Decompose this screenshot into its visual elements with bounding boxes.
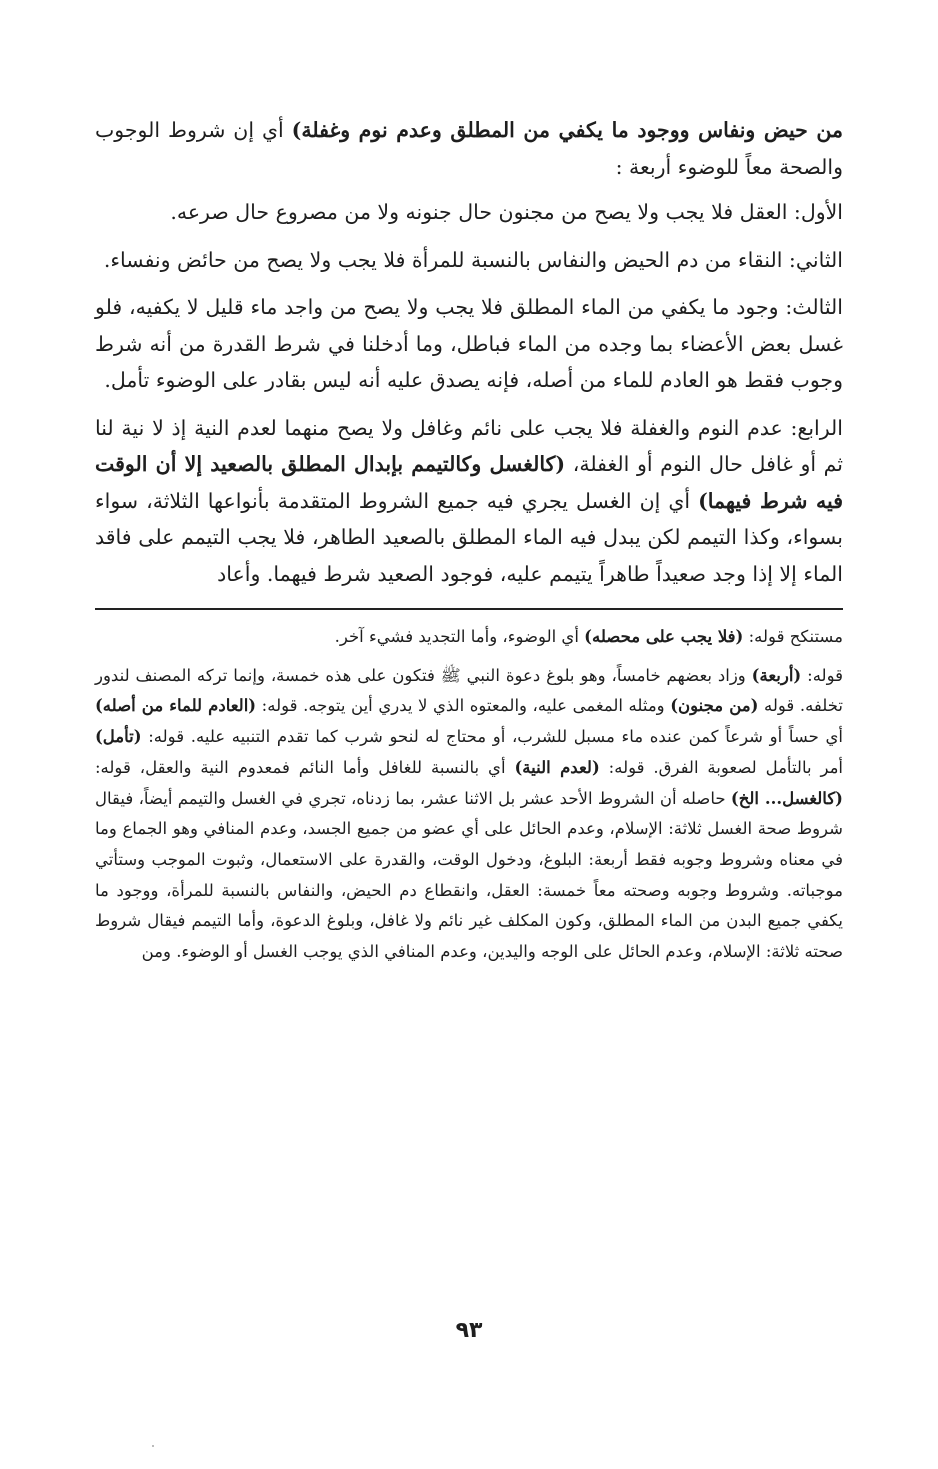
- page-number: ٩٣: [455, 1318, 483, 1343]
- main-text: [95, 112, 843, 592]
- paragraph-intro: [95, 112, 843, 185]
- paragraph-second-condition: الثاني: النقاء من دم الحيض والنفاس بالنسبة للمرأة فلا يجب ولا يصح من حائض ونفساء.: [103, 247, 843, 272]
- matn-text: من حيض ونفاس ووجود ما يكفي من المطلق وعدم نوم وغفلة): [291, 118, 843, 142]
- note-quote: (لعدم النية): [514, 757, 600, 777]
- note-text: أي بالنسبة للغافل وأما النائم فمعدوم النية والعقل، قوله:: [95, 757, 515, 777]
- paragraph-third-condition: الثالث: وجود ما يكفي من الماء المطلق فلا يجب ولا يصح من واجد ماء قليل لا يكفيه، فلو غسل بعض الأعضاء بما وجده من الماء فباطل، وما أدخلنا في شرط القدرة من أنه شرط وجوب فقط هو العادم للماء من أصله، فإنه يصدق عليه أنه ليس بقادر على الوضوء تأمل.: [95, 295, 843, 392]
- sharh-text: أي إن شروط الوجوب والصحة معاً للوضوء أربعة :: [95, 118, 843, 179]
- note-quote: (كالغسل... الخ): [730, 788, 843, 808]
- paragraph-first-condition: الأول: العقل فلا يجب ولا يصح من مجنون حال جنونه ولا من مصروع حال صرعه.: [170, 200, 843, 224]
- note-quote: (فلا يجب على محصله): [584, 627, 744, 646]
- footnotes: [95, 622, 843, 968]
- note-quote: (من مجنون): [670, 696, 759, 716]
- note-quote: (تأمل): [95, 727, 142, 747]
- matn-text: (كالغسل وكالتيمم بإبدال المطلق بالصعيد إلا أن الوقت فيه شرط فيهما): [95, 452, 843, 513]
- note-text: أي حساً أو شرعاً كمن عنده ماء مسبل للشرب، أو محتاج له لنحو شرب كما تقدم التنبيه عليه. قوله:: [141, 727, 843, 747]
- note-quote: (أربعة): [751, 665, 802, 685]
- sharh-text: أي إن الغسل يجري فيه جميع الشروط المتقدمة بأنواعها الثلاثة، سواء بسواء، وكذا التيمم لكن يبدل فيه الماء المطلق بالصعيد الطاهر، فلا يجب التيمم على فاقد الماء إلا إذا وجد صعيداً طاهراً يتيمم عليه، فوجود الصعيد شرط فيهما. وأعاد: [95, 488, 843, 586]
- paragraph-fourth-condition: [95, 410, 843, 593]
- note-quote: (العادم للماء من أصله): [95, 696, 257, 716]
- footnote-paragraph: [95, 622, 843, 653]
- note-text: وزاد بعضهم خامساً، وهو بلوغ دعوة النبي ﷺ فتكون على هذه خمسة، وإنما تركه المصنف لندور تخلفه. قوله: [95, 665, 843, 716]
- footnote-paragraph: [95, 661, 843, 968]
- note-text: مستنكح قوله:: [743, 627, 843, 646]
- note-text: أي الوضوء، وأما التجديد فشيء آخر.: [334, 627, 585, 646]
- sharh-text: الرابع: عدم النوم والغفلة فلا يجب على نائم وغافل ولا يصح منهما لعدم النية إذ لا نية لنا ثم أو غافل حال النوم أو الغفلة،: [95, 415, 843, 476]
- scan-speck: [152, 1445, 154, 1447]
- note-text: قوله:: [801, 665, 843, 685]
- note-text: ومثله المغمى عليه، والمعتوه الذي لا يدري أين يتوجه. قوله:: [256, 696, 671, 716]
- note-text: حاصله أن الشروط الأحد عشر بل الاثنا عشر، بما زدناه، تجري في الغسل والتيمم أيضاً، فيقال شروط صحة الغسل ثلاثة: الإسلام، وعدم الحائل على أي عضو من جميع الجسد، وعدم المنافي وهو الجماع وما في معناه وشروط وجوبه فقط أربعة: البلوغ، ودخول الوقت، والقدرة على الاستعمال، وثبوت الموجب وستأتي موجباته. وشروط وجوبه وصحته معاً خمسة: العقل، وانقطاع دم الحيض، والنفاس بالنسبة للمرأة، ووجود ما يكفي جميع البدن من الماء المطلق، وكون المكلف غير نائم ولا غافل، وبلوغ الدعوة، وأما التيمم فيقال شروط صحته ثلاثة: الإسلام، وعدم الحائل على الوجه واليدين، وعدم المنافي الذي يوجب الغسل أو الوضوء. ومن: [95, 788, 843, 962]
- footnote-divider: [95, 608, 843, 610]
- note-text: أمر بالتأمل لصعوبة الفرق. قوله:: [599, 757, 844, 777]
